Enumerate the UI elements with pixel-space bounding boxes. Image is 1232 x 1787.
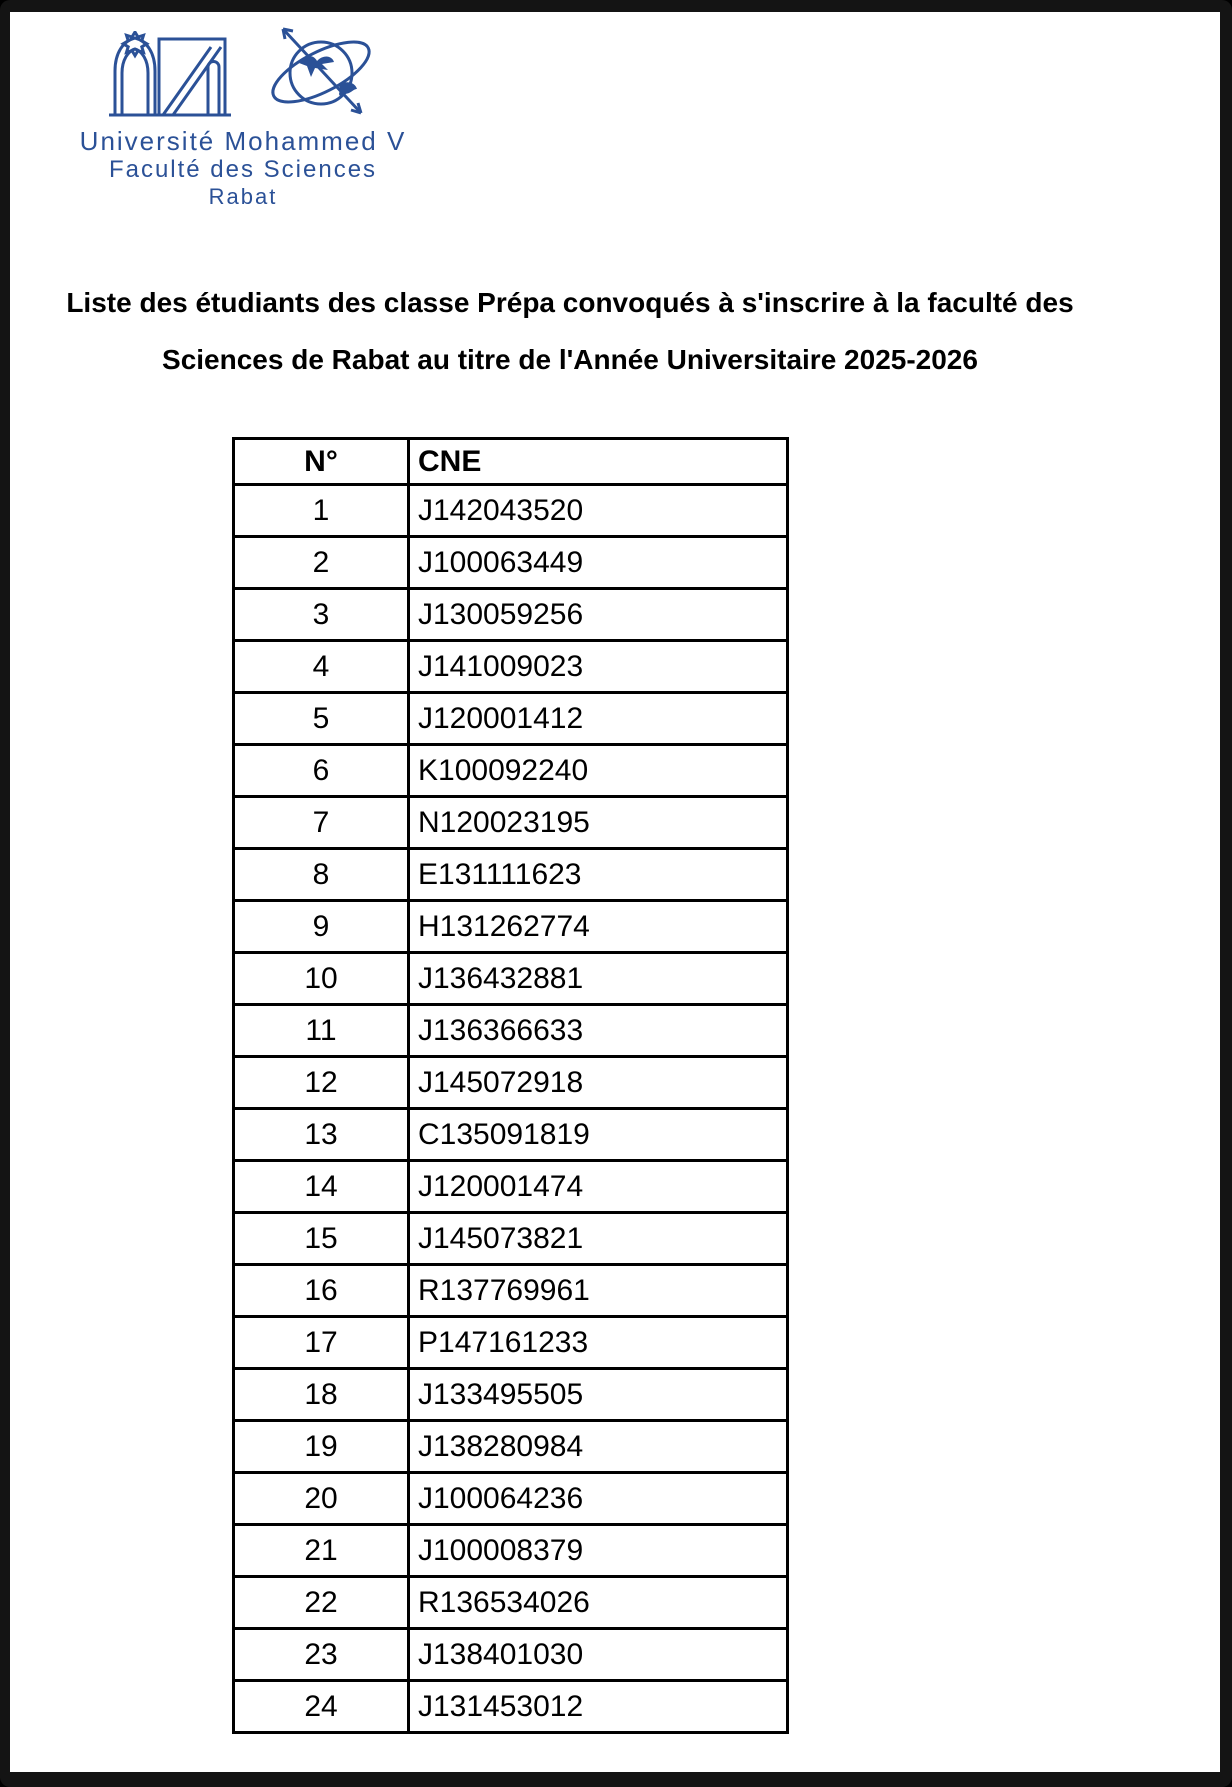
table-row [234, 745, 788, 797]
row-cne-cell: J100008379 [409, 1525, 788, 1577]
table-row [234, 1109, 788, 1161]
row-number-cell: 6 [234, 745, 409, 797]
row-cne-cell: J120001412 [409, 693, 788, 745]
table-row [234, 1213, 788, 1265]
row-number-cell: 1 [234, 485, 409, 537]
row-number-cell: 5 [234, 693, 409, 745]
row-cne-cell: J136432881 [409, 953, 788, 1005]
row-number-cell: 7 [234, 797, 409, 849]
row-cne-cell: J136366633 [409, 1005, 788, 1057]
table-row [234, 1369, 788, 1421]
column-header-number: N° [234, 439, 409, 485]
row-number-cell: 4 [234, 641, 409, 693]
row-number-cell: 20 [234, 1473, 409, 1525]
row-cne-cell: R136534026 [409, 1577, 788, 1629]
row-number-cell: 2 [234, 537, 409, 589]
row-cne-cell: R137769961 [409, 1265, 788, 1317]
row-cne-cell: J141009023 [409, 641, 788, 693]
row-number-cell: 9 [234, 901, 409, 953]
row-cne-cell: J142043520 [409, 485, 788, 537]
row-cne-cell: J130059256 [409, 589, 788, 641]
logo-university-name: Université Mohammed V [79, 126, 407, 156]
row-number-cell: 18 [234, 1369, 409, 1421]
students-table [232, 437, 789, 1734]
row-number-cell: 12 [234, 1057, 409, 1109]
row-number-cell: 13 [234, 1109, 409, 1161]
table-header-row [234, 439, 788, 485]
row-number-cell: 23 [234, 1629, 409, 1681]
table-row [234, 797, 788, 849]
logo-faculty-name: Faculté des Sciences [108, 156, 378, 183]
row-cne-cell: P147161233 [409, 1317, 788, 1369]
table-row [234, 849, 788, 901]
table-row [234, 1317, 788, 1369]
row-cne-cell: J133495505 [409, 1369, 788, 1421]
row-number-cell: 17 [234, 1317, 409, 1369]
row-number-cell: 15 [234, 1213, 409, 1265]
row-number-cell: 24 [234, 1681, 409, 1733]
table-row [234, 1265, 788, 1317]
row-number-cell: 14 [234, 1161, 409, 1213]
row-cne-cell: J138401030 [409, 1629, 788, 1681]
table-row [234, 1525, 788, 1577]
row-cne-cell: J100064236 [409, 1473, 788, 1525]
row-cne-cell: J131453012 [409, 1681, 788, 1733]
document-title-line2: Sciences de Rabat au titre de l'Année Universitaire 2025-2026 [162, 344, 978, 375]
row-number-cell: 16 [234, 1265, 409, 1317]
row-number-cell: 21 [234, 1525, 409, 1577]
row-number-cell: 10 [234, 953, 409, 1005]
university-logo [48, 28, 438, 210]
table-row [234, 485, 788, 537]
globe-orbit-birds-icon [263, 23, 379, 124]
row-cne-cell: J100063449 [409, 537, 788, 589]
table-row [234, 953, 788, 1005]
row-number-cell: 19 [234, 1421, 409, 1473]
table-row [234, 693, 788, 745]
logo-city-name: Rabat [208, 184, 278, 209]
table-row [234, 537, 788, 589]
row-number-cell: 8 [234, 849, 409, 901]
logo-icons-row [48, 28, 438, 124]
row-cne-cell: H131262774 [409, 901, 788, 953]
table-row [234, 1161, 788, 1213]
table-row [234, 1473, 788, 1525]
table-row [234, 1005, 788, 1057]
row-cne-cell: K100092240 [409, 745, 788, 797]
table-row [234, 1057, 788, 1109]
table-row [234, 1577, 788, 1629]
table-row [234, 1629, 788, 1681]
row-cne-cell: C135091819 [409, 1109, 788, 1161]
row-cne-cell: J138280984 [409, 1421, 788, 1473]
row-cne-cell: J145072918 [409, 1057, 788, 1109]
table-row [234, 1421, 788, 1473]
row-number-cell: 11 [234, 1005, 409, 1057]
row-cne-cell: N120023195 [409, 797, 788, 849]
column-header-cne: CNE [409, 439, 788, 485]
document-title-line1: Liste des étudiants des classe Prépa convoqués à s'inscrire à la faculté des [66, 287, 1074, 318]
table-row [234, 1681, 788, 1733]
table-row [234, 589, 788, 641]
table-row [234, 641, 788, 693]
row-cne-cell: J145073821 [409, 1213, 788, 1265]
table-row [234, 901, 788, 953]
document-title [65, 274, 1075, 388]
mosque-arch-building-icon [107, 31, 233, 124]
row-number-cell: 22 [234, 1577, 409, 1629]
row-cne-cell: E131111623 [409, 849, 788, 901]
row-number-cell: 3 [234, 589, 409, 641]
row-cne-cell: J120001474 [409, 1161, 788, 1213]
